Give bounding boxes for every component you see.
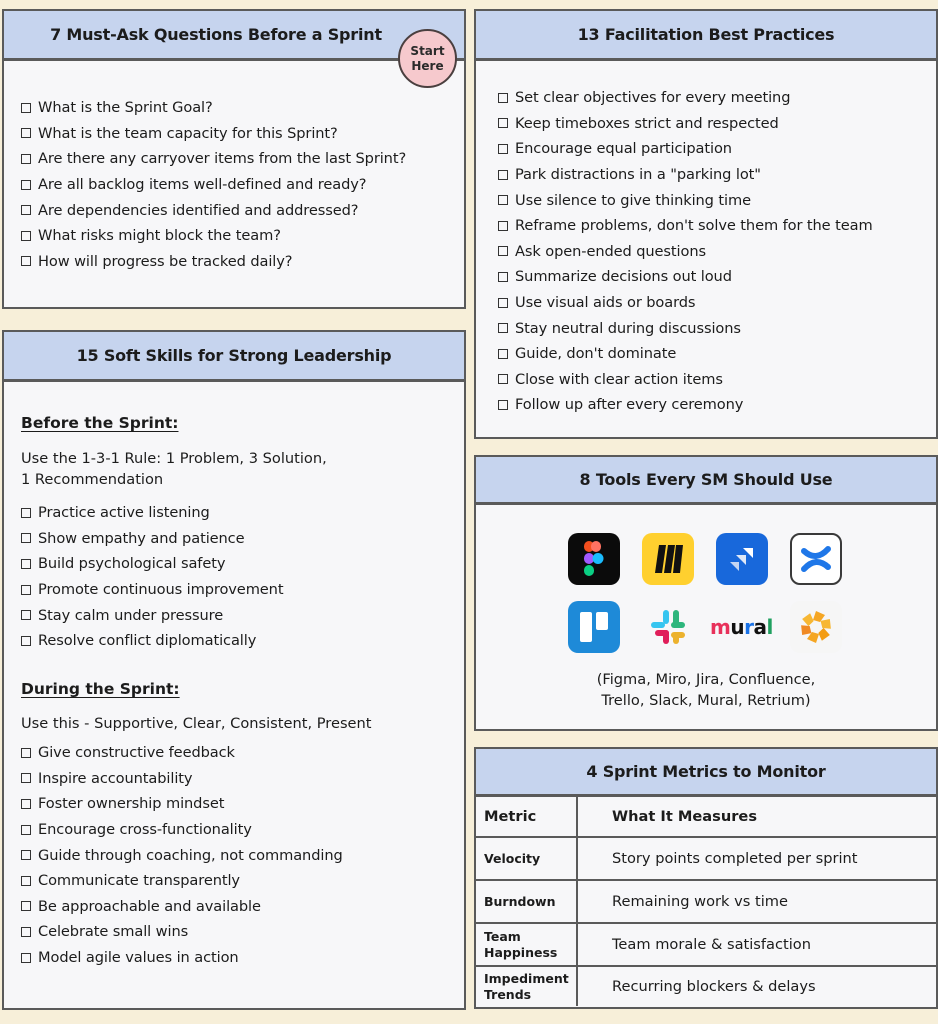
checkbox-icon[interactable] xyxy=(498,221,508,231)
checklist-item[interactable]: Encourage cross-functionality xyxy=(21,817,343,843)
checklist-item[interactable]: Give constructive feedback xyxy=(21,740,343,766)
checkbox-icon[interactable] xyxy=(21,256,31,266)
checklist-item[interactable]: How will progress be tracked daily? xyxy=(21,249,406,275)
metric-measure: Recurring blockers & delays xyxy=(612,978,816,995)
checklist-item[interactable]: Are dependencies identified and addressed? xyxy=(21,197,406,223)
questions-title: 7 Must-Ask Questions Before a Sprint xyxy=(4,11,464,61)
checklist-item[interactable]: Use silence to give thinking time xyxy=(498,187,873,213)
tools-caption: (Figma, Miro, Jira, Confluence, Trello, Slack, Mural, Retrium) xyxy=(596,671,816,709)
checklist-item[interactable]: Guide, don't dominate xyxy=(498,341,873,367)
facilitation-list xyxy=(498,85,873,418)
soft-skills-panel xyxy=(2,330,466,1010)
metric-name: Velocity xyxy=(476,837,577,880)
checklist-item[interactable]: Encourage equal participation xyxy=(498,136,873,162)
checkbox-icon[interactable] xyxy=(498,93,508,103)
trello-icon[interactable] xyxy=(568,601,620,653)
checklist-item[interactable]: Use visual aids or boards xyxy=(498,290,873,316)
checkbox-icon[interactable] xyxy=(498,374,508,384)
before-sprint-heading: Before the Sprint: xyxy=(21,414,179,432)
checkbox-icon[interactable] xyxy=(21,636,31,646)
checklist-item[interactable]: Celebrate small wins xyxy=(21,919,343,945)
checklist-item[interactable]: Inspire accountability xyxy=(21,766,343,792)
checklist-item[interactable]: Set clear objectives for every meeting xyxy=(498,85,873,111)
metric-measure: Story points completed per sprint xyxy=(577,837,936,880)
start-here-badge: Start Here xyxy=(398,29,457,88)
before-sprint-note: Use the 1-3-1 Rule: 1 Problem, 3 Solution, 1 Recommendation xyxy=(21,450,327,488)
checkbox-icon[interactable] xyxy=(21,773,31,783)
tools-panel xyxy=(474,455,938,731)
metric-name: Impediment Trends xyxy=(476,966,577,1006)
checkbox-icon[interactable] xyxy=(21,533,31,543)
checklist-item[interactable]: Practice active listening xyxy=(21,500,283,526)
checkbox-icon[interactable] xyxy=(21,559,31,569)
checkbox-icon[interactable] xyxy=(498,323,508,333)
confluence-icon[interactable] xyxy=(790,533,842,585)
metric-name: Team Happiness xyxy=(476,923,577,966)
before-sprint-list xyxy=(21,500,283,654)
table-header-row xyxy=(476,797,936,837)
miro-icon[interactable] xyxy=(642,533,694,585)
checklist-item[interactable]: What is the team capacity for this Sprint? xyxy=(21,121,406,147)
slack-icon[interactable] xyxy=(642,601,694,653)
checklist-item[interactable]: Be approachable and available xyxy=(21,894,343,920)
checkbox-icon[interactable] xyxy=(21,850,31,860)
checkbox-icon[interactable] xyxy=(498,400,508,410)
checklist-item[interactable]: Follow up after every ceremony xyxy=(498,392,873,418)
svg-text:mural: mural xyxy=(710,615,773,639)
during-sprint-list xyxy=(21,740,343,970)
checkbox-icon[interactable] xyxy=(21,610,31,620)
checklist-item[interactable]: Stay neutral during discussions xyxy=(498,315,873,341)
checkbox-icon[interactable] xyxy=(21,953,31,963)
checkbox-icon[interactable] xyxy=(21,128,31,138)
soft-skills-title: 15 Soft Skills for Strong Leadership xyxy=(4,332,464,382)
checklist-item[interactable]: Build psychological safety xyxy=(21,551,283,577)
checkbox-icon[interactable] xyxy=(21,103,31,113)
column-header-measure: What It Measures xyxy=(577,797,936,837)
checkbox-icon[interactable] xyxy=(498,272,508,282)
checkbox-icon[interactable] xyxy=(21,508,31,518)
checkbox-icon[interactable] xyxy=(498,246,508,256)
table-row xyxy=(476,923,936,966)
metrics-title: 4 Sprint Metrics to Monitor xyxy=(476,749,936,797)
column-header-metric: Metric xyxy=(476,797,577,837)
during-sprint-note: Use this - Supportive, Clear, Consistent, Present xyxy=(21,715,372,732)
checklist-item[interactable]: What risks might block the team? xyxy=(21,223,406,249)
metric-measure: Team morale & satisfaction xyxy=(577,923,936,966)
checklist-item[interactable]: Close with clear action items xyxy=(498,367,873,393)
facilitation-panel xyxy=(474,9,938,439)
during-sprint-heading: During the Sprint: xyxy=(21,680,180,698)
checkbox-icon[interactable] xyxy=(498,170,508,180)
metric-measure: Remaining work vs time xyxy=(577,880,936,923)
questions-panel xyxy=(2,9,466,309)
table-row xyxy=(476,880,936,923)
tools-grid xyxy=(568,533,842,653)
retrium-icon[interactable] xyxy=(790,601,842,653)
checklist-item[interactable]: Are all backlog items well-defined and ready? xyxy=(21,172,406,198)
checklist-item[interactable]: Keep timeboxes strict and respected xyxy=(498,111,873,137)
checkbox-icon[interactable] xyxy=(498,118,508,128)
checkbox-icon[interactable] xyxy=(21,154,31,164)
checkbox-icon[interactable] xyxy=(21,927,31,937)
checkbox-icon[interactable] xyxy=(498,349,508,359)
checkbox-icon[interactable] xyxy=(498,195,508,205)
checkbox-icon[interactable] xyxy=(21,748,31,758)
checkbox-icon[interactable] xyxy=(21,799,31,809)
checklist-item[interactable]: Reframe problems, don't solve them for the team xyxy=(498,213,873,239)
table-row xyxy=(476,966,936,1006)
checklist-item[interactable]: Show empathy and patience xyxy=(21,526,283,552)
checklist-item[interactable]: Foster ownership mindset xyxy=(21,791,343,817)
metric-name: Burndown xyxy=(476,880,577,923)
facilitation-title: 13 Facilitation Best Practices xyxy=(476,11,936,61)
questions-list xyxy=(21,95,406,274)
checklist-item[interactable]: Guide through coaching, not commanding xyxy=(21,842,343,868)
metrics-panel xyxy=(474,747,938,1009)
checklist-item[interactable]: Resolve conflict diplomatically xyxy=(21,628,283,654)
checkbox-icon[interactable] xyxy=(21,876,31,886)
checklist-item[interactable]: Stay calm under pressure xyxy=(21,602,283,628)
checklist-item[interactable]: Model agile values in action xyxy=(21,945,343,971)
checkbox-icon[interactable] xyxy=(498,144,508,154)
figma-icon[interactable] xyxy=(568,533,620,585)
checklist-item[interactable]: Ask open-ended questions xyxy=(498,239,873,265)
checkbox-icon[interactable] xyxy=(498,298,508,308)
mural-logo[interactable] xyxy=(710,601,780,653)
tools-title: 8 Tools Every SM Should Use xyxy=(476,457,936,505)
checkbox-icon[interactable] xyxy=(21,825,31,835)
checklist-item[interactable]: Promote continuous improvement xyxy=(21,577,283,603)
jira-icon[interactable] xyxy=(716,533,768,585)
checkbox-icon[interactable] xyxy=(21,180,31,190)
checkbox-icon[interactable] xyxy=(21,205,31,215)
checkbox-icon[interactable] xyxy=(21,901,31,911)
checkbox-icon[interactable] xyxy=(21,231,31,241)
metrics-table xyxy=(476,797,936,1006)
table-row xyxy=(476,837,936,880)
checklist-item[interactable]: What is the Sprint Goal? xyxy=(21,95,406,121)
checklist-item[interactable]: Are there any carryover items from the last Sprint? xyxy=(21,146,406,172)
checklist-item[interactable]: Communicate transparently xyxy=(21,868,343,894)
checkbox-icon[interactable] xyxy=(21,585,31,595)
checklist-item[interactable]: Park distractions in a "parking lot" xyxy=(498,162,873,188)
checklist-item[interactable]: Summarize decisions out loud xyxy=(498,264,873,290)
